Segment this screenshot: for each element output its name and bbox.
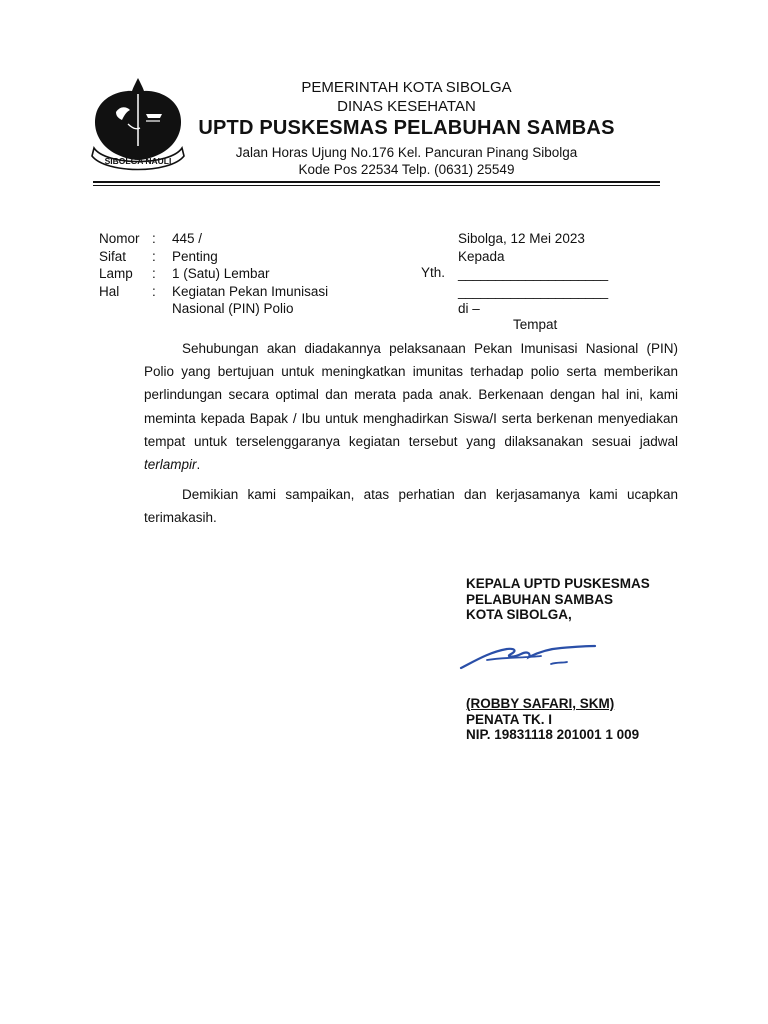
paragraph-1-end: . — [196, 457, 201, 473]
meta-colon — [152, 300, 156, 318]
meta-colons — [152, 230, 156, 318]
signatory-name: (ROBBY SAFARI, SKM) — [466, 696, 615, 711]
meta-label: Nomor — [99, 231, 140, 246]
signatory-title — [466, 576, 650, 623]
handwritten-signature — [455, 632, 600, 674]
meta-colon: : — [152, 283, 156, 299]
department-name: DINAS KESEHATAN — [337, 98, 476, 115]
meta-colon: : — [152, 266, 156, 281]
signatory-title-line: KEPALA UPTD PUSKESMAS — [466, 576, 650, 591]
meta-colon: : — [152, 248, 156, 264]
recipient-place: Tempat — [513, 317, 558, 332]
signatory-title-line: KOTA SIBOLGA, — [466, 607, 572, 622]
letter-subject-line2: Nasional (PIN) Polio — [172, 301, 294, 316]
signatory-rank: PENATA TK. I — [466, 711, 552, 727]
letter-nature: Penting — [172, 248, 218, 264]
institution-name: UPTD PUSKESMAS PELABUHAN SAMBAS — [198, 117, 615, 139]
meta-label — [99, 300, 140, 318]
body-paragraph-2: Demikian kami sampaikan, atas perhatian dan kerjasamanya kami ucapkan terimakasih. — [144, 487, 678, 526]
meta-label: Hal — [99, 283, 120, 299]
paragraph-1-text: Sehubungan akan diadakannya pelaksanaan Pekan Imunisasi Nasional (PIN) Polio yang bertujuan untuk meningkatkan imunitas terhadap polio serta memberikan perlindungan secara optimal dan merata pada anak. Berkenaan dengan hal ini, kami meminta kepada Bapak / Ibu untuk menghadirkan Siswa/I serta berkenan menyediakan tempat untuk terselenggaranya kegiatan tersebut yang dilaksanakan sesuai jadwal — [144, 341, 678, 449]
government-name: PEMERINTAH KOTA SIBOLGA — [301, 79, 512, 96]
recipient-salutation: Yth. — [421, 265, 446, 280]
institution-postal-phone: Kode Pos 22534 Telp. (0631) 25549 — [298, 162, 515, 177]
logo-banner-text: SIBOLGA NAULI — [104, 156, 172, 166]
meta-colon: : — [152, 231, 156, 246]
meta-label: Sifat — [99, 248, 127, 264]
date-and-recipient — [458, 230, 608, 318]
letter-number: 445 / — [172, 231, 203, 246]
recipient-blank-line: ____________________ — [458, 266, 609, 281]
letter-date: Sibolga, 12 Mei 2023 — [458, 231, 585, 246]
letterhead-rule-thin — [93, 185, 660, 186]
institution-address: Jalan Horas Ujung No.176 Kel. Pancuran Pinang Sibolga — [235, 145, 578, 160]
meta-label: Lamp — [99, 266, 133, 281]
paragraph-1-italic: terlampir — [144, 457, 197, 473]
recipient-blank-line: ____________________ — [458, 283, 609, 299]
meta-labels — [99, 230, 140, 318]
signatory-details — [466, 696, 639, 743]
recipient-di: di – — [458, 301, 480, 316]
signatory-nip: NIP. 19831118 201001 1 009 — [466, 727, 640, 742]
body-paragraph-1 — [144, 337, 678, 476]
letter-attachment: 1 (Satu) Lembar — [172, 266, 270, 281]
letterhead-rule-thick — [93, 181, 660, 183]
recipient-kepada: Kepada — [458, 248, 505, 264]
letter-subject-line1: Kegiatan Pekan Imunisasi — [172, 283, 329, 299]
meta-values — [172, 230, 328, 318]
signatory-title-line: PELABUHAN SAMBAS — [466, 591, 614, 607]
